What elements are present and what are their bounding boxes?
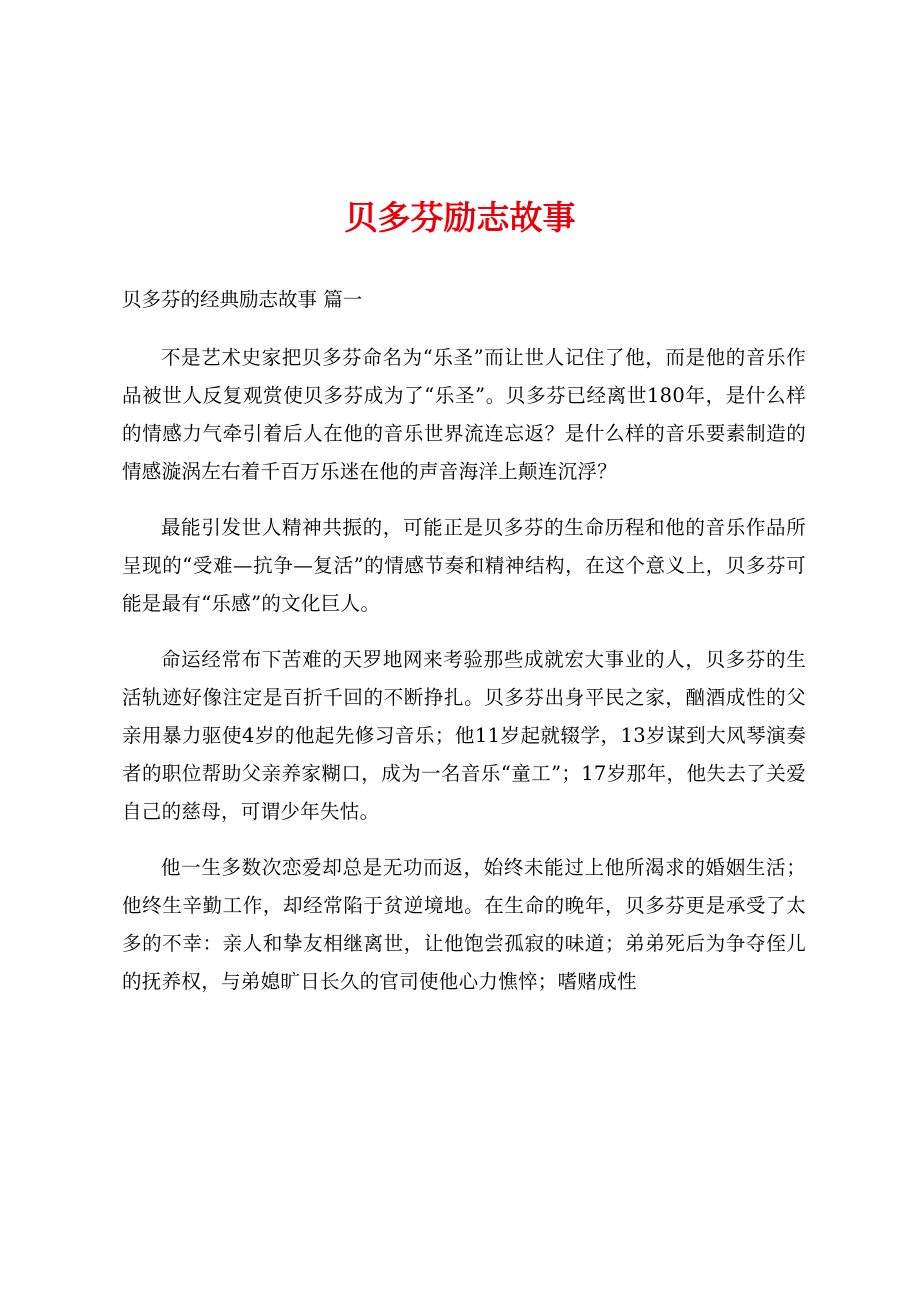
paragraph-4: 他一生多数次恋爱却总是无功而返，始终未能过上他所渴求的婚姻生活；他终生辛勤工作，却经常陷于贫逆境地。在生命的晚年，贝多芬更是承受了太多的不幸：亲人和挚友相继离世，让他饱尝孤寂的味道；弟弟死后为争夺侄儿的抚养权，与弟媳旷日长久的官司使他心力憔悴；嗜赌成性 bbox=[122, 856, 806, 993]
section-heading: 贝多芬的经典励志故事 篇一 bbox=[122, 288, 363, 311]
paragraph-2: 最能引发世人精神共振的，可能正是贝多芬的生命历程和他的音乐作品所呈现的“受难—抗争—复活”的情感节奏和精神结构，在这个意义上，贝多芬可能是最有“乐感”的文化巨人。 bbox=[122, 516, 806, 615]
paragraph-3: 命运经常布下苦难的天罗地网来考验那些成就宏大事业的人，贝多芬的生活轨迹好像注定是百折千回的不断挣扎。贝多芬出身平民之家，酗酒成性的父亲用暴力驱使4岁的他起先修习音乐；他11岁起就辍学，13岁谋到大风琴演奏者的职位帮助父亲养家糊口，成为一名音乐“童工”；17岁那年，他失去了关爱自己的慈母，可谓少年失怙。 bbox=[122, 648, 806, 823]
document-title: 贝多芬励志故事 bbox=[344, 198, 576, 237]
document-body bbox=[122, 281, 806, 1001]
paragraph-1: 不是艺术史家把贝多芬命名为“乐圣”而让世人记住了他，而是他的音乐作品被世人反复观赏使贝多芬成为了“乐圣”。贝多芬已经离世180年，是什么样的情感力气牵引着后人在他的音乐世界流连忘返？是什么样的音乐要素制造的情感漩涡左右着千百万乐迷在他的声音海洋上颠连沉浮？ bbox=[122, 346, 806, 483]
